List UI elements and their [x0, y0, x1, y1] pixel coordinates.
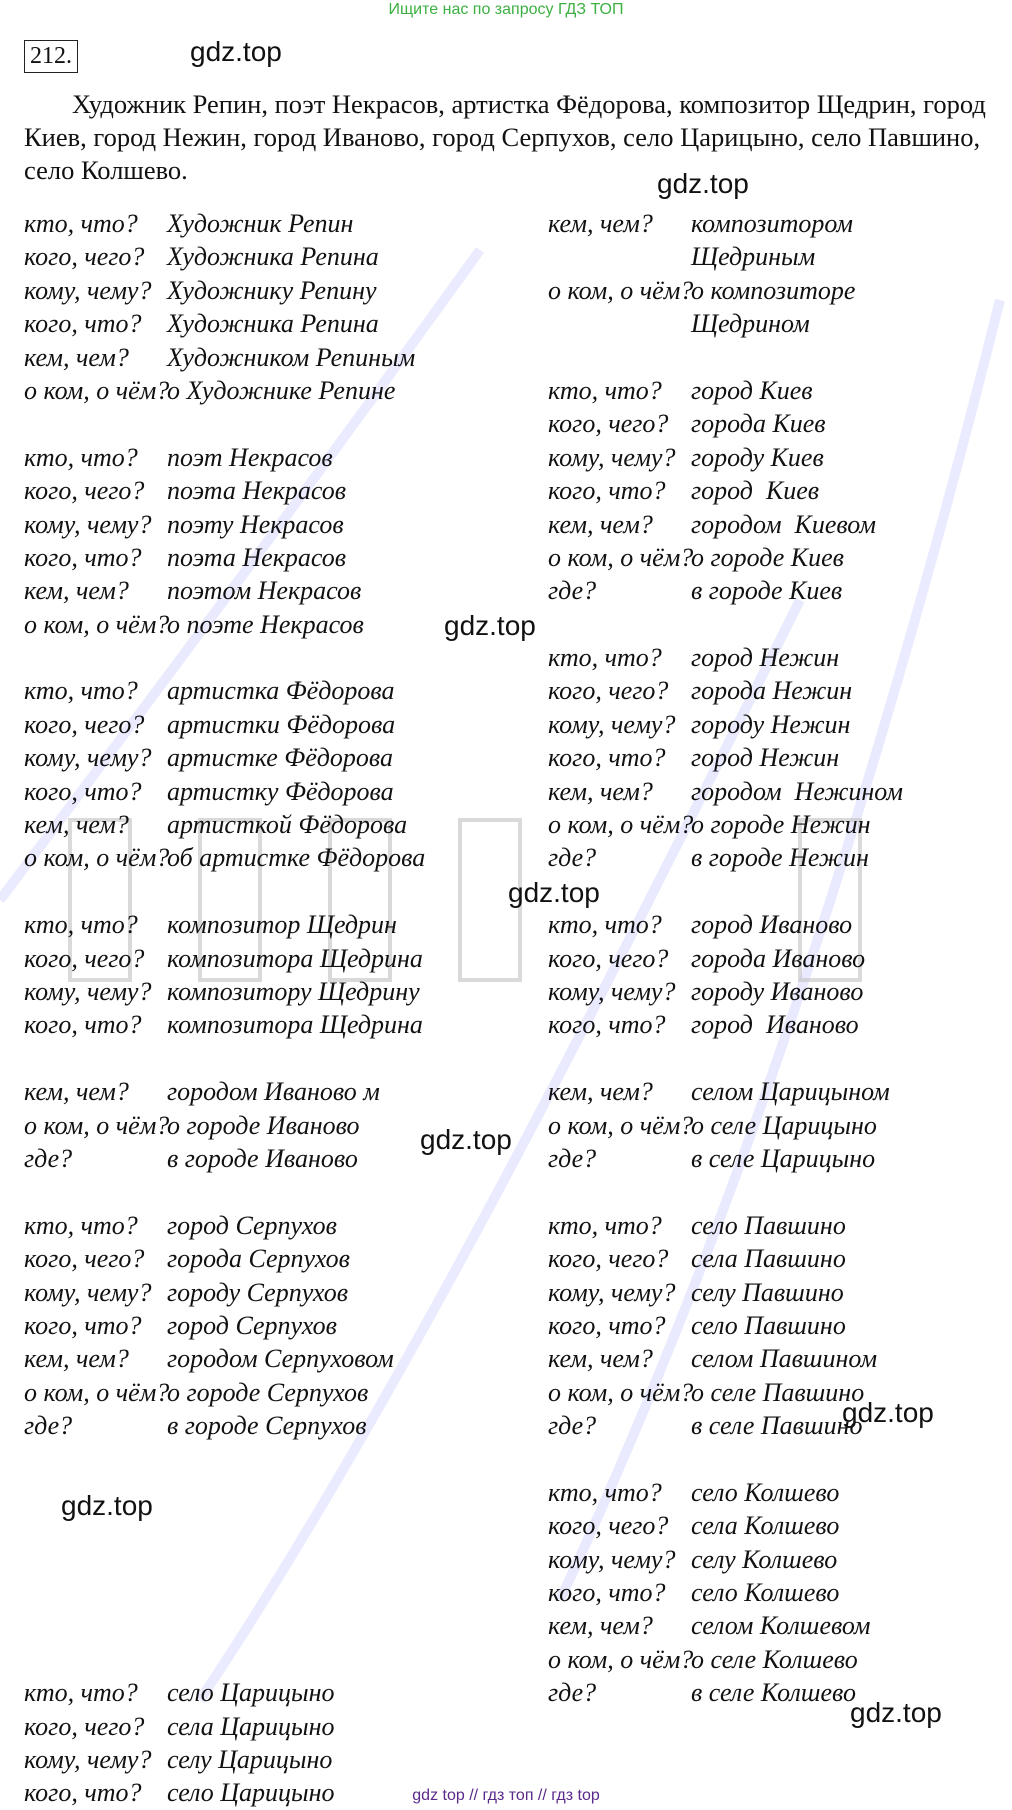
case-question: о ком, о чём? [548, 810, 694, 840]
case-question: кого, что? [24, 776, 142, 806]
case-question: кем, чем? [548, 509, 653, 539]
declension-line [24, 975, 544, 1008]
case-answer: городом Серпуховом [167, 1344, 394, 1374]
declension-line [548, 641, 1008, 674]
site-mark: gdz.top [850, 1697, 942, 1728]
case-answer: поэта Некрасов [167, 476, 347, 506]
declension-line [548, 1008, 1008, 1041]
case-answer: села Павшино [691, 1244, 846, 1274]
case-answer: о городе Иваново [167, 1110, 360, 1140]
case-answer: городу Серпухов [167, 1277, 349, 1307]
declension-line [24, 541, 544, 574]
case-question: кого, чего? [548, 1244, 669, 1274]
case-answer: о городе Серпухов [167, 1377, 369, 1407]
footer-watermark: gdz top // гдз топ // гдз top [412, 1787, 600, 1804]
declension-line [24, 1042, 544, 1075]
declension-line [548, 875, 1008, 908]
declension-line [24, 1175, 544, 1208]
case-answer: артистке Фёдорова [167, 743, 394, 773]
case-answer: композитором [691, 209, 853, 238]
case-question: кого, что? [548, 1578, 666, 1608]
declension-line [24, 1209, 544, 1242]
site-mark: gdz.top [190, 36, 282, 67]
case-question: кому, чему? [24, 275, 152, 305]
case-question: кого, чего? [548, 676, 669, 706]
case-question: кому, чему? [24, 743, 152, 773]
case-answer: Художника Репина [167, 309, 379, 339]
site-mark: gdz.top [420, 1124, 512, 1155]
case-question: кому, чему? [24, 509, 152, 539]
case-question: о ком, о чём? [24, 375, 170, 405]
declension-line [24, 1309, 544, 1342]
case-answer: в городе Киев [691, 576, 843, 606]
declension-line [548, 908, 1008, 941]
case-answer: город Киев [691, 375, 813, 405]
case-answer: в селе Царицыно [691, 1143, 876, 1173]
declension-line [24, 474, 544, 507]
declension-line [24, 1008, 544, 1041]
declension-line [24, 841, 544, 874]
declension-line [548, 1342, 1008, 1375]
case-answer: городом Нежином [691, 776, 903, 806]
declension-line [24, 1576, 544, 1609]
case-answer: о селе Павшино [691, 1377, 865, 1407]
case-question: кому, чему? [24, 1277, 152, 1307]
declension-line [548, 1409, 1008, 1442]
declension-line [24, 1409, 544, 1442]
case-answer: о городе Киев [691, 542, 844, 572]
case-question: о ком, о чём? [548, 275, 694, 305]
declension-line [548, 741, 1008, 774]
case-question: кто, что? [548, 643, 662, 673]
case-question: где? [548, 1411, 597, 1441]
exercise-number: 212. [24, 40, 78, 73]
case-answer: о композиторе [691, 275, 856, 305]
declension-line [24, 1609, 544, 1642]
case-question: кто, что? [548, 1210, 662, 1240]
case-answer: город Иваново [691, 910, 853, 940]
declension-line [548, 1442, 1008, 1475]
declension-line [548, 341, 1008, 374]
declension-line [24, 407, 544, 440]
case-answer: поэту Некрасов [167, 509, 344, 539]
case-answer: поэтом Некрасов [167, 576, 362, 606]
declension-line [24, 741, 544, 774]
case-question: кому, чему? [548, 1277, 676, 1307]
declension-line [24, 808, 544, 841]
case-answer: артистки Фёдорова [167, 709, 396, 739]
case-answer: селом Павшином [691, 1344, 878, 1374]
case-answer: город Киев [691, 476, 820, 506]
case-question: кто, что? [24, 1678, 138, 1708]
declension-line [24, 1342, 544, 1375]
site-mark: gdz.top [444, 610, 536, 641]
declension-line [24, 240, 544, 273]
declension-line [24, 1142, 544, 1175]
case-answer: композитор Щедрин [167, 910, 397, 940]
case-question: о ком, о чём? [548, 1377, 694, 1407]
declension-line [548, 975, 1008, 1008]
declension-line [548, 1276, 1008, 1309]
case-answer: селу Царицыно [167, 1744, 333, 1774]
case-question: кого, что? [548, 1310, 666, 1340]
case-answer: городу Иваново [691, 976, 864, 1006]
case-question: кого, чего? [24, 476, 145, 506]
declension-line [24, 1543, 544, 1576]
case-answer: город Иваново [691, 1010, 859, 1040]
case-question: кем, чем? [24, 1077, 129, 1107]
case-answer: в селе Колшево [691, 1678, 856, 1708]
case-question: о ком, о чём? [548, 1644, 694, 1674]
declension-line [548, 942, 1008, 975]
case-question: кого, что? [24, 1010, 142, 1040]
case-answer: город Серпухов [167, 1310, 337, 1340]
declension-line [24, 875, 544, 908]
case-answer: городу Киев [691, 442, 824, 472]
declension-line [24, 341, 544, 374]
declension-line [24, 574, 544, 607]
case-answer: селу Колшево [691, 1544, 838, 1574]
case-question: о ком, о чём? [548, 1110, 694, 1140]
case-answer: о городе Нежин [691, 810, 871, 840]
declension-line [24, 608, 544, 641]
declension-line [548, 674, 1008, 707]
case-answer: поэт Некрасов [167, 442, 333, 472]
declension-line [548, 1209, 1008, 1242]
intro-paragraph: Художник Репин, поэт Некрасов, артистка Фёдорова, композитор Щедрин, город Киев, город Нежин, город Иваново, город Серпухов, село Царицыно, село Павшино, село Колшево. [24, 89, 986, 185]
case-answer: о селе Колшево [691, 1644, 858, 1674]
case-answer: о поэте Некрасов [167, 609, 364, 639]
exercise-text [24, 88, 994, 187]
declension-line [24, 674, 544, 707]
case-question: кем, чем? [24, 810, 129, 840]
declension-line [548, 1476, 1008, 1509]
case-question: кто, что? [24, 1210, 138, 1240]
declension-line [24, 1242, 544, 1275]
case-answer: Художнику Репину [167, 275, 377, 305]
case-question: кем, чем? [548, 209, 653, 238]
site-mark: gdz.top [657, 168, 749, 199]
declension-line [548, 474, 1008, 507]
case-answer: городом Киевом [691, 509, 876, 539]
declension-line [24, 508, 544, 541]
case-question: кого, что? [548, 1010, 666, 1040]
case-answer: село Царицыно [167, 1778, 335, 1808]
case-question: кого, что? [24, 309, 142, 339]
case-question: кому, чему? [548, 709, 676, 739]
case-question: кого, чего? [24, 943, 145, 973]
case-answer: село Колшево [691, 1578, 840, 1608]
declension-line [24, 1276, 544, 1309]
declension-line [548, 307, 1008, 340]
case-question: кто, что? [24, 209, 138, 238]
declension-line [548, 1075, 1008, 1108]
case-answer: Художника Репина [167, 242, 379, 272]
case-question: кому, чему? [548, 1544, 676, 1574]
case-answer: поэта Некрасов [167, 542, 347, 572]
case-question: кого, чего? [548, 1511, 669, 1541]
declension-line [24, 207, 544, 240]
declension-line [548, 1309, 1008, 1342]
case-question: о ком, о чём? [24, 1110, 170, 1140]
case-question: где? [548, 1678, 597, 1708]
case-question: о ком, о чём? [24, 843, 170, 873]
case-answer: композитора Щедрина [167, 943, 423, 973]
case-answer: о Художнике Репине [167, 375, 396, 405]
case-answer: городу Нежин [691, 709, 851, 739]
case-question: кого, чего? [24, 709, 145, 739]
case-question: кем, чем? [548, 1611, 653, 1641]
left-declension-column [24, 207, 544, 1810]
case-answer: о селе Царицыно [691, 1110, 877, 1140]
case-question: о ком, о чём? [548, 542, 694, 572]
declension-line [548, 608, 1008, 641]
case-answer: село Павшино [691, 1310, 846, 1340]
case-answer: города Серпухов [167, 1244, 350, 1274]
declension-line [548, 808, 1008, 841]
declension-line [548, 441, 1008, 474]
case-answer: артистка Фёдорова [167, 676, 395, 706]
case-answer: композитору Щедрину [167, 976, 420, 1006]
case-answer: Щедриным [691, 242, 816, 272]
declension-line [24, 1376, 544, 1409]
declension-line [24, 1075, 544, 1108]
case-question: кого, что? [548, 743, 666, 773]
case-answer: артисткой Фёдорова [167, 810, 408, 840]
declension-line [24, 942, 544, 975]
declension-line [548, 708, 1008, 741]
declension-line [548, 274, 1008, 307]
case-answer: города Киев [691, 409, 826, 439]
declension-line [548, 1109, 1008, 1142]
case-answer: композитора Щедрина [167, 1010, 423, 1040]
declension-line [548, 1376, 1008, 1409]
case-question: кого, чего? [548, 409, 669, 439]
declension-line [548, 574, 1008, 607]
case-question: где? [548, 843, 597, 873]
case-answer: Художник Репин [167, 209, 354, 238]
declension-line [24, 908, 544, 941]
declension-line [24, 708, 544, 741]
declension-line [24, 1509, 544, 1542]
case-answer: в городе Серпухов [167, 1411, 367, 1441]
case-question: кто, что? [548, 375, 662, 405]
declension-line [24, 1476, 544, 1509]
case-question: кто, что? [24, 910, 138, 940]
case-answer: об артистке Фёдорова [167, 843, 426, 873]
case-question: кем, чем? [548, 1344, 653, 1374]
case-question: кому, чему? [548, 442, 676, 472]
search-watermark: Ищите нас по запросу ГДЗ ТОП [388, 1, 624, 18]
declension-line [548, 1576, 1008, 1609]
case-answer: село Колшево [691, 1477, 840, 1507]
declension-line [24, 307, 544, 340]
case-answer: город Нежин [691, 743, 840, 773]
declension-line [548, 1643, 1008, 1676]
case-question: кому, чему? [548, 976, 676, 1006]
site-mark: gdz.top [61, 1490, 153, 1521]
case-answer: села Царицыно [167, 1711, 335, 1741]
case-answer: село Павшино [691, 1210, 846, 1240]
declension-line [548, 1543, 1008, 1576]
declension-line [24, 1743, 544, 1776]
declension-line [548, 240, 1008, 273]
case-question: где? [24, 1143, 73, 1173]
case-question: кем, чем? [24, 1344, 129, 1374]
case-question: кого, что? [24, 1778, 142, 1808]
case-question: кого, чего? [24, 1244, 145, 1274]
case-answer: городом Иваново м [167, 1077, 380, 1107]
declension-line [548, 508, 1008, 541]
declension-line [548, 1242, 1008, 1275]
case-question: кому, чему? [24, 1744, 152, 1774]
case-answer: города Нежин [691, 676, 853, 706]
case-question: кого, чего? [24, 1711, 145, 1741]
declension-line [24, 441, 544, 474]
site-mark: gdz.top [508, 877, 600, 908]
declension-line [24, 1643, 544, 1676]
declension-line [548, 207, 1008, 240]
case-answer: села Колшево [691, 1511, 840, 1541]
case-answer: город Серпухов [167, 1210, 337, 1240]
declension-line [548, 775, 1008, 808]
case-answer: селом Колшевом [691, 1611, 871, 1641]
declension-line [548, 1175, 1008, 1208]
case-question: кого, что? [24, 1310, 142, 1340]
case-answer: Художником Репиным [167, 342, 416, 372]
case-answer: селу Павшино [691, 1277, 844, 1307]
case-answer: селом Царицыном [691, 1077, 890, 1107]
case-question: кем, чем? [24, 342, 129, 372]
case-question: кто, что? [24, 442, 138, 472]
declension-line [24, 1442, 544, 1475]
declension-line [548, 374, 1008, 407]
declension-line [548, 1142, 1008, 1175]
declension-line [24, 374, 544, 407]
case-question: кто, что? [548, 910, 662, 940]
case-question: кем, чем? [548, 1077, 653, 1107]
case-answer: в городе Иваново [167, 1143, 358, 1173]
case-question: о ком, о чём? [24, 1377, 170, 1407]
declension-line [548, 541, 1008, 574]
declension-line [548, 1609, 1008, 1642]
declension-line [24, 274, 544, 307]
declension-line [24, 775, 544, 808]
case-question: где? [548, 576, 597, 606]
declension-line [548, 407, 1008, 440]
case-question: где? [548, 1143, 597, 1173]
case-question: кто, что? [24, 676, 138, 706]
case-question: где? [24, 1411, 73, 1441]
declension-line [548, 1676, 1008, 1709]
declension-line [24, 1109, 544, 1142]
declension-line [548, 1042, 1008, 1075]
case-question: кто, что? [548, 1477, 662, 1507]
declension-line [548, 841, 1008, 874]
case-answer: село Царицыно [167, 1678, 335, 1708]
case-answer: артистку Фёдорова [167, 776, 394, 806]
declension-line [24, 1676, 544, 1709]
declension-line [548, 1509, 1008, 1542]
case-question: о ком, о чём? [24, 609, 170, 639]
case-answer: города Иваново [691, 943, 866, 973]
right-declension-column [548, 207, 1008, 1710]
case-answer: в селе Павшино [691, 1411, 863, 1441]
case-answer: город Нежин [691, 643, 840, 673]
declension-line [24, 641, 544, 674]
case-question: кого, чего? [548, 943, 669, 973]
case-question: кем, чем? [24, 576, 129, 606]
case-question: кому, чему? [24, 976, 152, 1006]
case-answer: в городе Нежин [691, 843, 869, 873]
site-mark: gdz.top [842, 1397, 934, 1428]
case-question: кого, чего? [24, 242, 145, 272]
case-question: кем, чем? [548, 776, 653, 806]
case-question: кого, что? [24, 542, 142, 572]
case-answer: Щедрином [691, 309, 810, 339]
declension-line [24, 1710, 544, 1743]
case-question: кого, что? [548, 476, 666, 506]
